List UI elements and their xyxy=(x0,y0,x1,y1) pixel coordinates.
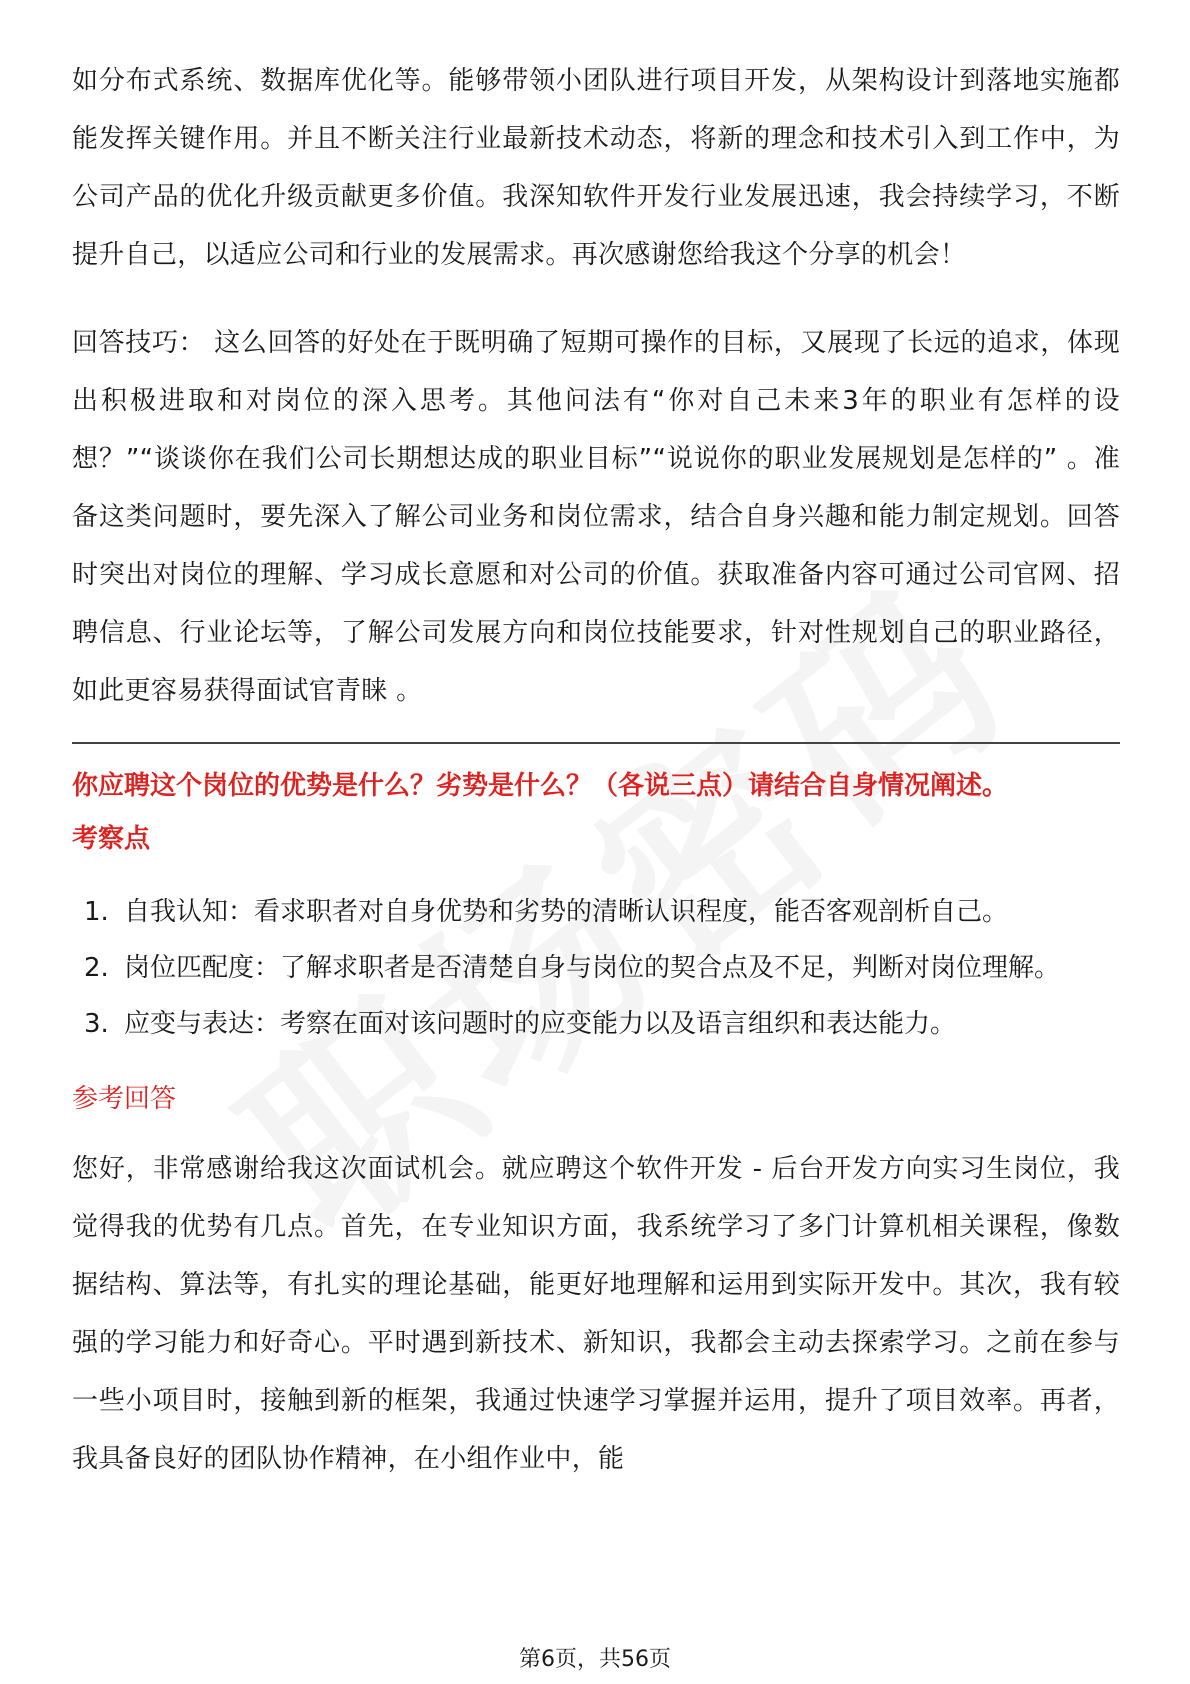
list-item-text: 应变与表达：考察在面对该问题时的应变能力以及语言组织和表达能力。 xyxy=(124,1009,957,1039)
list-item-number: 3. xyxy=(84,1009,109,1039)
assessment-points-list xyxy=(72,884,1120,1052)
page-number-footer: 第6页，共56页 xyxy=(519,1647,671,1672)
answer-tips-paragraph: 回答技巧： 这么回答的好处在于既明确了短期可操作的目标，又展现了长远的追求，体现出积极进取和对岗位的深入思考。其他问法有“你对自己未来3年的职业有怎样的设想？”“谈谈你在我们公司长期想达成的职业目标”“说说你的职业发展规划是怎样的” 。准备这类问题时，要先深入了解公司业务和岗位需求，结合自身兴趣和能力制定规划。回答时突出对岗位的理解、学习成长意愿和对公司的价值。获取准备内容可通过公司官网、招聘信息、行业论坛等，了解公司发展方向和岗位技能要求，针对性规划自己的职业路径，如此更容易获得面试官青睐 。 xyxy=(72,328,1120,706)
question-title: 你应聘这个岗位的优势是什么？劣势是什么？（各说三点）请结合自身情况阐述。 xyxy=(72,771,1009,801)
page-content xyxy=(72,52,1120,1488)
reference-answer-paragraph: 您好，非常感谢给我这次面试机会。就应聘这个软件开发 - 后台开发方向实习生岗位，我觉得我的优势有几点。首先，在专业知识方面，我系统学习了多门计算机相关课程，像数据结构、算法等，有扎实的理论基础，能更好地理解和运用到实际开发中。其次，我有较强的学习能力和好奇心。平时遇到新技术、新知识，我都会主动去探索学习。之前在参与一些小项目时，接触到新的框架，我通过快速学习掌握并运用，提升了项目效率。再者，我具备良好的团队协作精神，在小组作业中，能 xyxy=(72,1154,1120,1474)
list-item-number: 2. xyxy=(84,953,109,983)
list-item-text: 自我认知：看求职者对自身优势和劣势的清晰认识程度，能否客观剖析自己。 xyxy=(124,897,1009,927)
list-item xyxy=(72,996,1120,1052)
assessment-heading: 考察点 xyxy=(72,824,151,854)
list-item-text: 岗位匹配度：了解求职者是否清楚自身与岗位的契合点及不足，判断对岗位理解。 xyxy=(124,953,1061,983)
list-item xyxy=(72,884,1120,940)
intro-paragraph: 如分布式系统、数据库优化等。能够带领小团队进行项目开发，从架构设计到落地实施都能发挥关键作用。并且不断关注行业最新技术动态，将新的理念和技术引入到工作中，为公司产品的优化升级贡献更多价值。我深知软件开发行业发展迅速，我会持续学习，不断提升自己，以适应公司和行业的发展需求。再次感谢您给我这个分享的机会！ xyxy=(72,66,1120,270)
section-divider xyxy=(72,742,1120,744)
list-item-number: 1. xyxy=(84,897,109,927)
list-item xyxy=(72,940,1120,996)
reference-answer-heading: 参考回答 xyxy=(72,1084,177,1114)
